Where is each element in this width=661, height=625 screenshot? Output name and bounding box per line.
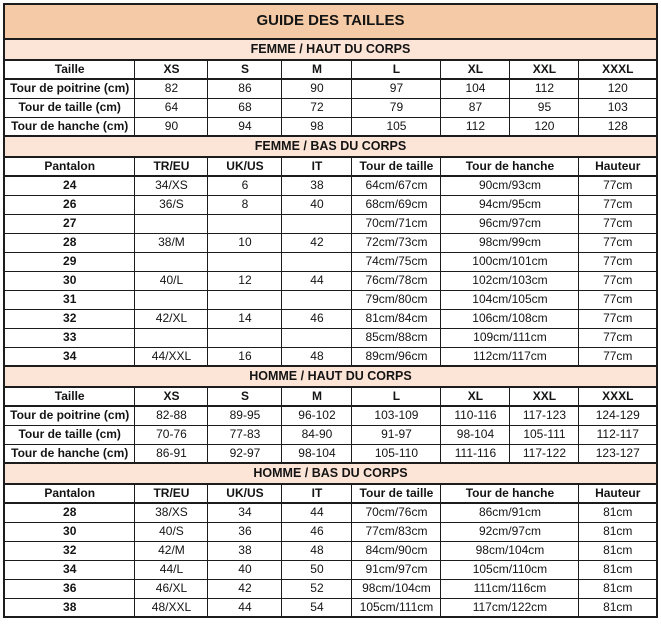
cell: 77cm <box>579 271 657 290</box>
cell: 77cm <box>579 290 657 309</box>
cell <box>282 214 352 233</box>
cell <box>282 290 352 309</box>
cell: 120 <box>579 79 657 98</box>
table-row <box>4 541 657 560</box>
cell: 120 <box>510 117 579 136</box>
cell: 48/XXL <box>135 598 208 617</box>
cell: 70-76 <box>135 425 208 444</box>
cell: 128 <box>579 117 657 136</box>
column-header: M <box>282 387 352 406</box>
cell: 91cm/97cm <box>352 560 441 579</box>
cell: 44 <box>282 503 352 522</box>
column-header-row <box>4 387 657 406</box>
column-header: XXL <box>510 387 579 406</box>
table-row <box>4 579 657 598</box>
row-label: 31 <box>4 290 135 309</box>
cell: 68 <box>208 98 282 117</box>
column-header: IT <box>282 157 352 176</box>
table-row <box>4 328 657 347</box>
table-row <box>4 522 657 541</box>
table-row <box>4 79 657 98</box>
cell: 54 <box>282 598 352 617</box>
cell: 86 <box>208 79 282 98</box>
cell: 50 <box>282 560 352 579</box>
column-header: L <box>352 387 441 406</box>
page-title: GUIDE DES TAILLES <box>4 4 657 39</box>
column-header: Pantalon <box>4 157 135 176</box>
cell: 44 <box>208 598 282 617</box>
cell <box>135 214 208 233</box>
cell: 105-111 <box>510 425 579 444</box>
cell: 81cm <box>579 598 657 617</box>
cell: 105cm/111cm <box>352 598 441 617</box>
column-header: Taille <box>4 387 135 406</box>
section-heading-row <box>4 136 657 157</box>
section-heading: HOMME / HAUT DU CORPS <box>4 366 657 387</box>
section-heading-row <box>4 463 657 484</box>
column-header: XS <box>135 387 208 406</box>
cell: 123-127 <box>579 444 657 463</box>
section-heading: FEMME / BAS DU CORPS <box>4 136 657 157</box>
column-header: XL <box>441 60 510 79</box>
cell: 72cm/73cm <box>352 233 441 252</box>
cell: 72 <box>282 98 352 117</box>
cell: 48 <box>282 347 352 366</box>
cell: 77-83 <box>208 425 282 444</box>
cell: 6 <box>208 176 282 195</box>
cell: 86cm/91cm <box>441 503 579 522</box>
column-header: Hauteur <box>579 484 657 503</box>
cell: 40 <box>208 560 282 579</box>
cell: 97 <box>352 79 441 98</box>
cell: 77cm <box>579 233 657 252</box>
cell: 103-109 <box>352 406 441 425</box>
cell: 77cm <box>579 195 657 214</box>
cell: 81cm <box>579 579 657 598</box>
table-row <box>4 560 657 579</box>
row-label: 38 <box>4 598 135 617</box>
table-row <box>4 309 657 328</box>
cell: 68cm/69cm <box>352 195 441 214</box>
row-label: 34 <box>4 347 135 366</box>
cell <box>135 328 208 347</box>
cell: 64 <box>135 98 208 117</box>
cell: 117-122 <box>510 444 579 463</box>
cell: 81cm/84cm <box>352 309 441 328</box>
cell: 79 <box>352 98 441 117</box>
column-header: Tour de taille <box>352 484 441 503</box>
cell: 117cm/122cm <box>441 598 579 617</box>
cell: 112cm/117cm <box>441 347 579 366</box>
row-label: Tour de poitrine (cm) <box>4 79 135 98</box>
cell: 98-104 <box>282 444 352 463</box>
section-heading-row <box>4 39 657 60</box>
cell: 42/M <box>135 541 208 560</box>
cell: 40/L <box>135 271 208 290</box>
column-header: IT <box>282 484 352 503</box>
column-header-row <box>4 60 657 79</box>
column-header: Tour de hanche <box>441 157 579 176</box>
column-header: XS <box>135 60 208 79</box>
table-row <box>4 347 657 366</box>
cell: 90cm/93cm <box>441 176 579 195</box>
cell: 77cm/83cm <box>352 522 441 541</box>
cell: 36 <box>208 522 282 541</box>
row-label: 27 <box>4 214 135 233</box>
cell: 82 <box>135 79 208 98</box>
cell <box>282 252 352 271</box>
row-label: Tour de hanche (cm) <box>4 444 135 463</box>
cell: 79cm/80cm <box>352 290 441 309</box>
cell: 105cm/110cm <box>441 560 579 579</box>
table-row <box>4 503 657 522</box>
cell: 12 <box>208 271 282 290</box>
row-label: 36 <box>4 579 135 598</box>
cell: 84-90 <box>282 425 352 444</box>
cell: 77cm <box>579 252 657 271</box>
cell: 85cm/88cm <box>352 328 441 347</box>
row-label: 32 <box>4 309 135 328</box>
column-header: L <box>352 60 441 79</box>
cell: 77cm <box>579 309 657 328</box>
cell: 46/XL <box>135 579 208 598</box>
cell: 46 <box>282 309 352 328</box>
cell: 42 <box>208 579 282 598</box>
section-heading-row <box>4 366 657 387</box>
column-header: XXXL <box>579 60 657 79</box>
cell: 98cm/104cm <box>441 541 579 560</box>
cell: 104 <box>441 79 510 98</box>
row-label: 34 <box>4 560 135 579</box>
cell: 124-129 <box>579 406 657 425</box>
cell: 112 <box>441 117 510 136</box>
table-row <box>4 425 657 444</box>
cell: 106cm/108cm <box>441 309 579 328</box>
cell: 77cm <box>579 214 657 233</box>
table-row <box>4 117 657 136</box>
cell: 96-102 <box>282 406 352 425</box>
table-row <box>4 252 657 271</box>
cell: 38/XS <box>135 503 208 522</box>
cell: 92-97 <box>208 444 282 463</box>
cell: 92cm/97cm <box>441 522 579 541</box>
cell: 94 <box>208 117 282 136</box>
cell: 82-88 <box>135 406 208 425</box>
cell: 81cm <box>579 522 657 541</box>
cell: 34 <box>208 503 282 522</box>
cell: 77cm <box>579 176 657 195</box>
cell: 64cm/67cm <box>352 176 441 195</box>
column-header: Hauteur <box>579 157 657 176</box>
size-guide-table <box>3 3 658 618</box>
cell: 40 <box>282 195 352 214</box>
cell: 87 <box>441 98 510 117</box>
cell: 76cm/78cm <box>352 271 441 290</box>
cell: 10 <box>208 233 282 252</box>
cell <box>135 290 208 309</box>
cell: 95 <box>510 98 579 117</box>
row-label: 33 <box>4 328 135 347</box>
table-row <box>4 98 657 117</box>
cell: 77cm <box>579 328 657 347</box>
cell: 109cm/111cm <box>441 328 579 347</box>
column-header: Taille <box>4 60 135 79</box>
column-header: XXXL <box>579 387 657 406</box>
cell: 44 <box>282 271 352 290</box>
column-header: Pantalon <box>4 484 135 503</box>
row-label: Tour de taille (cm) <box>4 98 135 117</box>
cell: 103 <box>579 98 657 117</box>
cell: 81cm <box>579 503 657 522</box>
cell: 8 <box>208 195 282 214</box>
cell: 100cm/101cm <box>441 252 579 271</box>
cell: 94cm/95cm <box>441 195 579 214</box>
cell: 105 <box>352 117 441 136</box>
cell: 105-110 <box>352 444 441 463</box>
cell: 42 <box>282 233 352 252</box>
cell: 98cm/99cm <box>441 233 579 252</box>
column-header: UK/US <box>208 157 282 176</box>
cell: 38 <box>208 541 282 560</box>
cell <box>135 252 208 271</box>
cell: 52 <box>282 579 352 598</box>
cell: 74cm/75cm <box>352 252 441 271</box>
row-label: 30 <box>4 271 135 290</box>
cell: 91-97 <box>352 425 441 444</box>
cell <box>208 252 282 271</box>
cell: 110-116 <box>441 406 510 425</box>
cell: 98 <box>282 117 352 136</box>
cell: 112-117 <box>579 425 657 444</box>
cell <box>208 290 282 309</box>
column-header: M <box>282 60 352 79</box>
cell: 111-116 <box>441 444 510 463</box>
cell: 14 <box>208 309 282 328</box>
cell: 70cm/71cm <box>352 214 441 233</box>
cell: 89cm/96cm <box>352 347 441 366</box>
cell: 90 <box>135 117 208 136</box>
cell: 84cm/90cm <box>352 541 441 560</box>
row-label: 26 <box>4 195 135 214</box>
column-header: TR/EU <box>135 484 208 503</box>
cell: 98-104 <box>441 425 510 444</box>
cell <box>208 328 282 347</box>
section-heading: HOMME / BAS DU CORPS <box>4 463 657 484</box>
column-header: XXL <box>510 60 579 79</box>
table-row <box>4 290 657 309</box>
row-label: Tour de taille (cm) <box>4 425 135 444</box>
cell: 36/S <box>135 195 208 214</box>
cell: 42/XL <box>135 309 208 328</box>
cell: 96cm/97cm <box>441 214 579 233</box>
cell: 89-95 <box>208 406 282 425</box>
table-row <box>4 598 657 617</box>
row-label: Tour de hanche (cm) <box>4 117 135 136</box>
row-label: Tour de poitrine (cm) <box>4 406 135 425</box>
table-row <box>4 176 657 195</box>
cell: 44/L <box>135 560 208 579</box>
cell: 16 <box>208 347 282 366</box>
row-label: 32 <box>4 541 135 560</box>
column-header: XL <box>441 387 510 406</box>
cell: 38/M <box>135 233 208 252</box>
row-label: 30 <box>4 522 135 541</box>
cell <box>282 328 352 347</box>
column-header: TR/EU <box>135 157 208 176</box>
cell: 117-123 <box>510 406 579 425</box>
column-header: Tour de taille <box>352 157 441 176</box>
cell: 90 <box>282 79 352 98</box>
row-label: 29 <box>4 252 135 271</box>
table-row <box>4 214 657 233</box>
column-header: Tour de hanche <box>441 484 579 503</box>
cell: 111cm/116cm <box>441 579 579 598</box>
cell: 48 <box>282 541 352 560</box>
column-header-row <box>4 157 657 176</box>
row-label: 28 <box>4 233 135 252</box>
cell: 38 <box>282 176 352 195</box>
size-guide-body <box>4 4 657 617</box>
cell: 46 <box>282 522 352 541</box>
cell: 81cm <box>579 560 657 579</box>
section-heading: FEMME / HAUT DU CORPS <box>4 39 657 60</box>
table-row <box>4 271 657 290</box>
cell: 40/S <box>135 522 208 541</box>
cell: 104cm/105cm <box>441 290 579 309</box>
cell: 77cm <box>579 347 657 366</box>
cell: 98cm/104cm <box>352 579 441 598</box>
cell <box>208 214 282 233</box>
table-row <box>4 195 657 214</box>
row-label: 24 <box>4 176 135 195</box>
cell: 112 <box>510 79 579 98</box>
column-header-row <box>4 484 657 503</box>
column-header: S <box>208 60 282 79</box>
cell: 70cm/76cm <box>352 503 441 522</box>
table-title-row <box>4 4 657 39</box>
cell: 34/XS <box>135 176 208 195</box>
table-row <box>4 444 657 463</box>
row-label: 28 <box>4 503 135 522</box>
cell: 81cm <box>579 541 657 560</box>
column-header: UK/US <box>208 484 282 503</box>
table-row <box>4 233 657 252</box>
cell: 44/XXL <box>135 347 208 366</box>
cell: 102cm/103cm <box>441 271 579 290</box>
table-row <box>4 406 657 425</box>
column-header: S <box>208 387 282 406</box>
cell: 86-91 <box>135 444 208 463</box>
